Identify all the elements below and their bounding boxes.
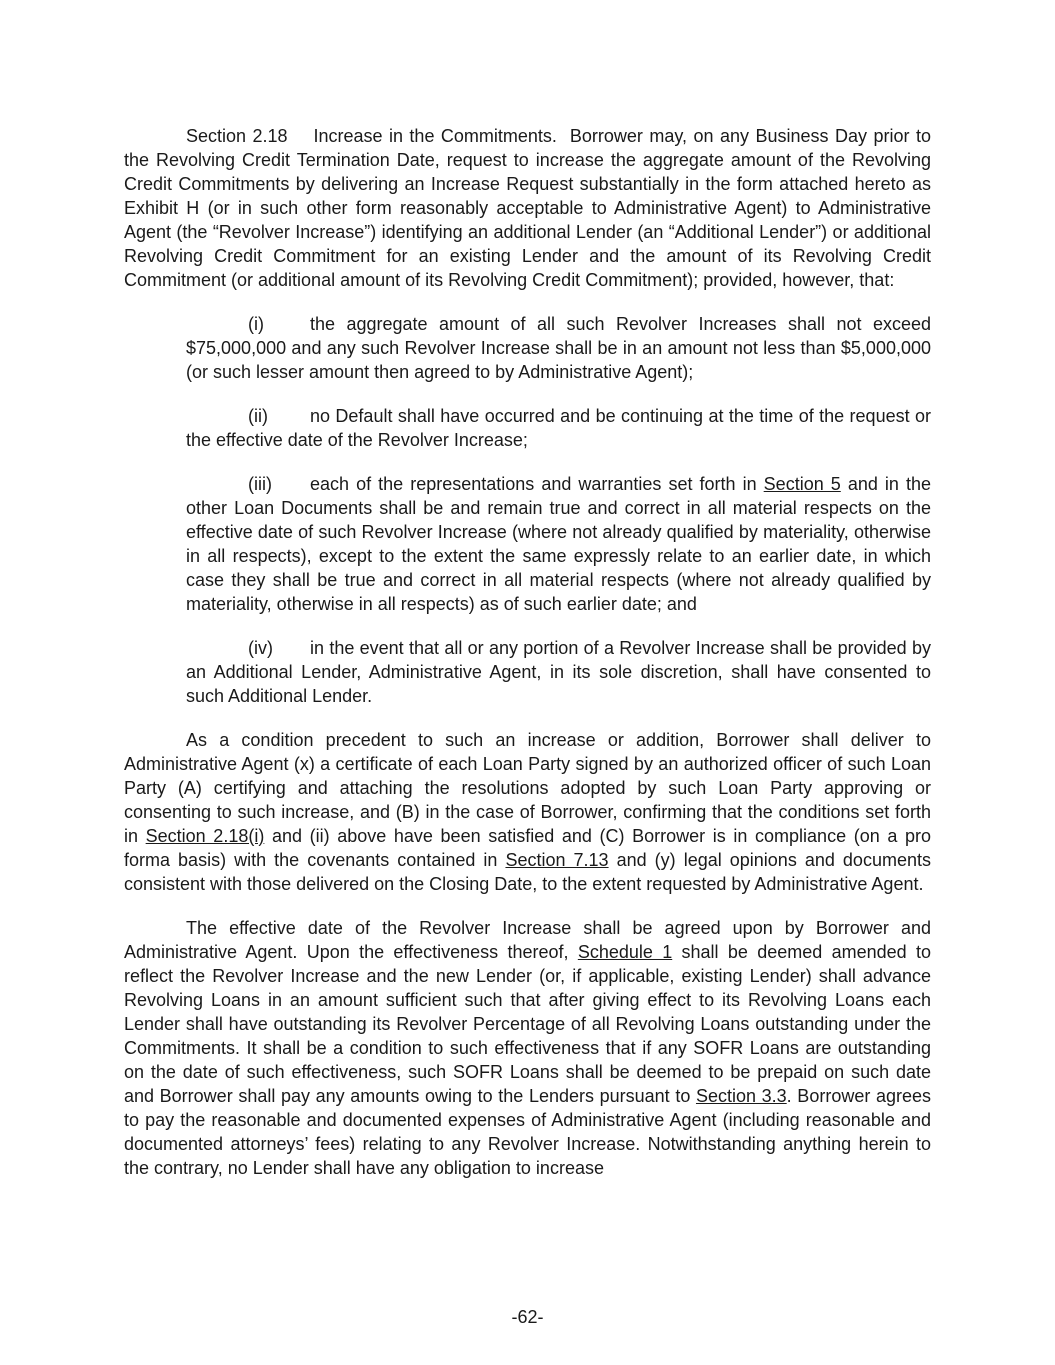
- paragraph-text: shall be deemed amended to reflect the Revolver Increase and the new Lender (or, if applicable, existing Lender) shall advance Revolving Loans in an amount sufficient such that after giving effect to its Revolving Loans each Lender shall have outstanding its Revolver Percentage of all Revolving Loans outstanding under the Commitments. It shall be a condition to such effectiveness that if any SOFR Loans are outstanding on the date of such effectiveness, such SOFR Loans shall be deemed to be prepaid on such date and Borrower shall pay any amounts owing to the Lenders pursuant to: [124, 942, 931, 1106]
- condition-item: [186, 472, 931, 616]
- section-number: Section 2.18: [186, 126, 288, 146]
- condition-text-continued: and in the other Loan Documents shall be and remain true and correct in all material respects on the effective date of such Revolver Increase (where not already qualified by materiality, otherwise in all respects), except to the extent the same expressly relate to an earlier date, in which case they shall be true and correct in all material respects (where not already qualified by materiality, otherwise in all respects) as of such earlier date; and: [186, 474, 931, 614]
- condition-precedent-paragraph: [124, 728, 931, 896]
- condition-text: each of the representations and warranties set forth in: [310, 474, 764, 494]
- condition-text: the aggregate amount of all such Revolver Increases shall not exceed $75,000,000 and any such Revolver Increase shall be in an amount not less than $5,000,000 (or such lesser amount then agreed to by Administrative Agent);: [186, 314, 931, 382]
- document-body: [124, 124, 931, 1180]
- condition-item: [186, 404, 931, 452]
- condition-label: (ii): [248, 406, 268, 426]
- page-number: -62-: [511, 1307, 544, 1327]
- section-intro-text: Borrower may, on any Business Day prior to the Revolving Credit Termination Date, request to increase the aggregate amount of the Revolving Credit Commitments by delivering an Increase Request substantially in the form attached hereto as Exhibit H (or in such other form reasonably acceptable to Administrative Agent) to Administrative Agent (the “Revolver Increase”) identifying an additional Lender (an “Additional Lender”) or additional Revolving Credit Commitment for an existing Lender and the amount of its Revolving Credit Commitment (or additional amount of its Revolving Credit Commitment); provided, however, that:: [124, 126, 931, 290]
- condition-label: (iii): [248, 474, 272, 494]
- section-2-18-i-reference: Section 2.18(i): [145, 826, 265, 846]
- paragraph-text: . Borrower agrees to pay the reasonable and documented expenses of Administrative Agent (including reasonable and documented attorneys’ fees) relating to any Revolver Increase. Notwithstanding anything herein to the contrary, no Lender shall have any obligation to increase: [124, 1086, 932, 1178]
- condition-label: (iv): [248, 638, 273, 658]
- paragraph-text: As a condition precedent to such an increase or addition, Borrower shall deliver to Administrative Agent (x) a certificate of each Loan Party signed by an authorized officer of such Loan Party (A) certifying and attaching the resolutions adopted by such Loan Party approving or consenting to such increase, and (B) in the case of Borrower, confirming that the conditions set forth in: [124, 730, 931, 846]
- effective-date-paragraph: [124, 916, 931, 1180]
- section-intro-paragraph: [124, 124, 931, 292]
- section-heading: Increase in the Commitments.: [313, 126, 557, 146]
- condition-text: no Default shall have occurred and be continuing at the time of the request or the effective date of the Revolver Increase;: [186, 406, 931, 450]
- condition-text: in the event that all or any portion of a Revolver Increase shall be provided by an Additional Lender, Administrative Agent, in its sole discretion, shall have consented to such Additional Lender.: [186, 638, 931, 706]
- paragraph-text: and (y) legal opinions and documents consistent with those delivered on the Closing Date, to the extent requested by Administrative Agent.: [124, 850, 931, 894]
- section-5-reference: Section 5: [763, 474, 841, 494]
- section-3-3-reference: Section 3.3: [695, 1086, 787, 1106]
- condition-item: [186, 636, 931, 708]
- condition-item: [186, 312, 931, 384]
- condition-label: (i): [248, 314, 264, 334]
- section-7-13-reference: Section 7.13: [505, 850, 609, 870]
- paragraph-text: The effective date of the Revolver Increase shall be agreed upon by Borrower and Administrative Agent. Upon the effectiveness thereof,: [124, 918, 931, 962]
- paragraph-text: and (ii) above have been satisfied and (C) Borrower is in compliance (on a pro forma basis) with the covenants contained in: [124, 826, 931, 870]
- schedule-1-reference: Schedule 1: [577, 942, 673, 962]
